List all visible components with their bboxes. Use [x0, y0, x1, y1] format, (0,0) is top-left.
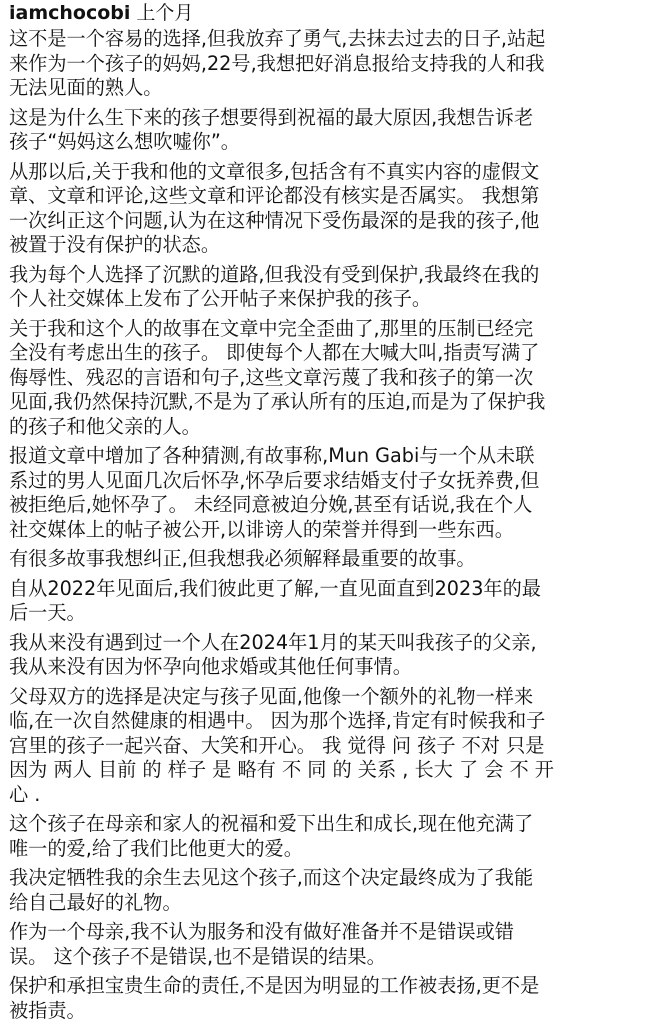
post-paragraph-3: 从那以后,关于我和他的文章很多,包括含有不真实内容的虚假文 章、文章和评论,这些文章和评论都没有核实是否属实。 我想第 一次纠正这个问题,认为在这种情况下受伤最深的是我的孩子,他 被置于没有保护的状态。	[9, 159, 540, 256]
post-paragraph-10: 父母双方的选择是决定与孩子见面,他像一个额外的礼物一样来 临,在一次自然健康的相遇中。 因为那个选择,肯定有时候我和子 宫里的孩子一起兴奋、大笑和开心。 我 觉得 问 孩子 不对 只是 因为 两人 目前 的 样子 是 略有 不 同 的 关系 , 长大 了 会 不 开 心 .	[9, 684, 554, 806]
post-paragraph-2: 这是为什么生下来的孩子想要得到祝福的最大原因,我想告诉老 孩子“妈妈这么想吹嘘你”。	[9, 105, 534, 153]
post-body	[9, 27, 643, 1023]
post-paragraph-9: 我从来没有遇到过一个人在2024年1月的某天叫我孩子的父亲, 我从来没有因为怀孕向他求婚或其他任何事情。	[9, 630, 537, 678]
post-paragraph-14: 保护和承担宝贵生命的责任,不是因为明显的工作被表扬,更不是 被指责。	[9, 974, 540, 1022]
post-header	[9, 0, 643, 27]
post-paragraph-8: 自从2022年见面后,我们彼此更了解,一直见面直到2023年的最 后一天。	[9, 576, 541, 624]
post-paragraph-5: 关于我和这个人的故事在文章中完全歪曲了,那里的压制已经完 全没有考虑出生的孩子。 即使每个人都在大喊大叫,指责写满了 侮辱性、残忍的言语和句子,这些文章污蔑了我和孩子的第一次 见面,我仍然保持沉默,不是为了承认所有的压迫,而是为了保护我 的孩子和他父亲的人。	[9, 316, 546, 438]
post-timestamp: 上个月	[136, 2, 194, 24]
post-paragraph-13: 作为一个母亲,我不认为服务和没有做好准备并不是错误或错 误。 这个孩子不是错误,也不是错误的结果。	[9, 920, 514, 968]
post-paragraph-4: 我为每个人选择了沉默的道路,但我没有受到保护,我最终在我的 个人社交媒体上发布了公开帖子来保护我的孩子。	[9, 262, 540, 310]
post-paragraph-7: 有很多故事我想纠正,但我想我必须解释最重要的故事。	[9, 547, 476, 570]
username-link[interactable]: iamchocobi	[9, 2, 131, 24]
post-container	[9, 0, 643, 1028]
post-paragraph-1: 这不是一个容易的选择,但我放弃了勇气,去抹去过去的日子,站起 来作为一个孩子的妈妈,22号,我想把好消息报给支持我的人和我 无法见面的熟人。	[9, 27, 546, 99]
post-paragraph-6: 报道文章中增加了各种猜测,有故事称,Mun Gabi与一个从未联 系过的男人见面几次后怀孕,怀孕后要求结婚支付子女抚养费,但 被拒绝后,她怀孕了。 未经同意被迫分娩,甚至有话说,我在个人 社交媒体上的帖子被公开,以诽谤人的荣誉并得到一些东西。	[9, 444, 540, 541]
post-paragraph-11: 这个孩子在母亲和家人的祝福和爱下出生和成长,现在他充满了 唯一的爱,给了我们比他更大的爱。	[9, 812, 534, 860]
post-paragraph-12: 我决定牺牲我的余生去见这个孩子,而这个决定最终成为了我能 给自己最好的礼物。	[9, 866, 534, 914]
